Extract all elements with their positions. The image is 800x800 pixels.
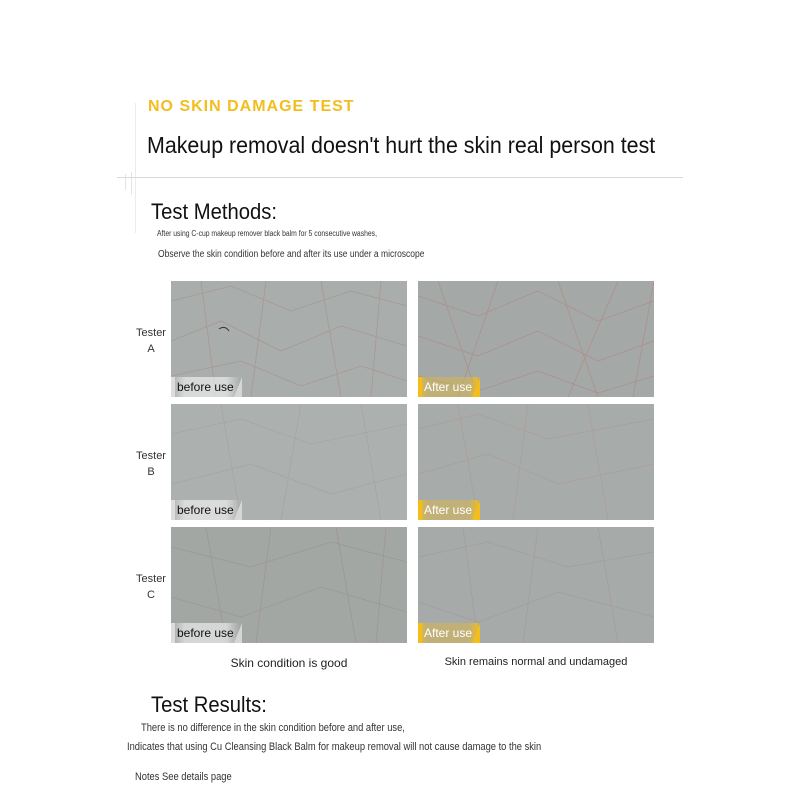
decor-tick — [131, 172, 132, 194]
after-use-label: After use — [418, 623, 478, 643]
results-line-1: There is no difference in the skin condition before and after use, — [141, 722, 405, 734]
methods-line-2: Observe the skin condition before and after its use under a microscope — [158, 249, 425, 260]
tester-c-label — [131, 571, 171, 603]
before-use-label: before use — [171, 623, 240, 643]
tester-label-word: Tester — [136, 450, 166, 462]
tester-label-letter: C — [147, 589, 155, 601]
decor-vertical-line — [135, 103, 136, 233]
eyebrow-title: NO SKIN DAMAGE TEST — [148, 98, 355, 115]
tester-label-letter: A — [147, 343, 155, 355]
methods-line-1: After using C-cup makeup remover black balm for 5 consecutive washes, — [157, 229, 377, 238]
page-headline: Makeup removal doesn't hurt the skin real person test — [147, 132, 656, 158]
methods-title: Test Methods: — [151, 199, 277, 224]
header-divider — [117, 177, 683, 178]
results-line-2: Indicates that using Cu Cleansing Black Balm for makeup removal will not cause damage to the skin — [127, 741, 542, 753]
results-title: Test Results: — [151, 692, 267, 717]
tester-b-label — [131, 448, 171, 480]
tester-c-before-photo — [171, 527, 407, 643]
after-column-caption: Skin remains normal and undamaged — [444, 656, 628, 668]
after-use-label: After use — [418, 377, 478, 397]
before-use-label: before use — [171, 500, 240, 520]
tester-a-before-photo — [171, 281, 407, 397]
tester-b-after-photo — [418, 404, 654, 520]
notes-text: Notes See details page — [135, 771, 232, 783]
after-use-label: After use — [418, 500, 478, 520]
tester-label-word: Tester — [136, 573, 166, 585]
tester-c-after-photo — [418, 527, 654, 643]
before-use-label: before use — [171, 377, 240, 397]
tester-label-letter: B — [147, 466, 155, 478]
tester-b-before-photo — [171, 404, 407, 520]
tester-label-word: Tester — [136, 327, 166, 339]
tester-a-after-photo — [418, 281, 654, 397]
before-column-caption: Skin condition is good — [230, 656, 348, 670]
tester-a-label — [131, 325, 171, 357]
